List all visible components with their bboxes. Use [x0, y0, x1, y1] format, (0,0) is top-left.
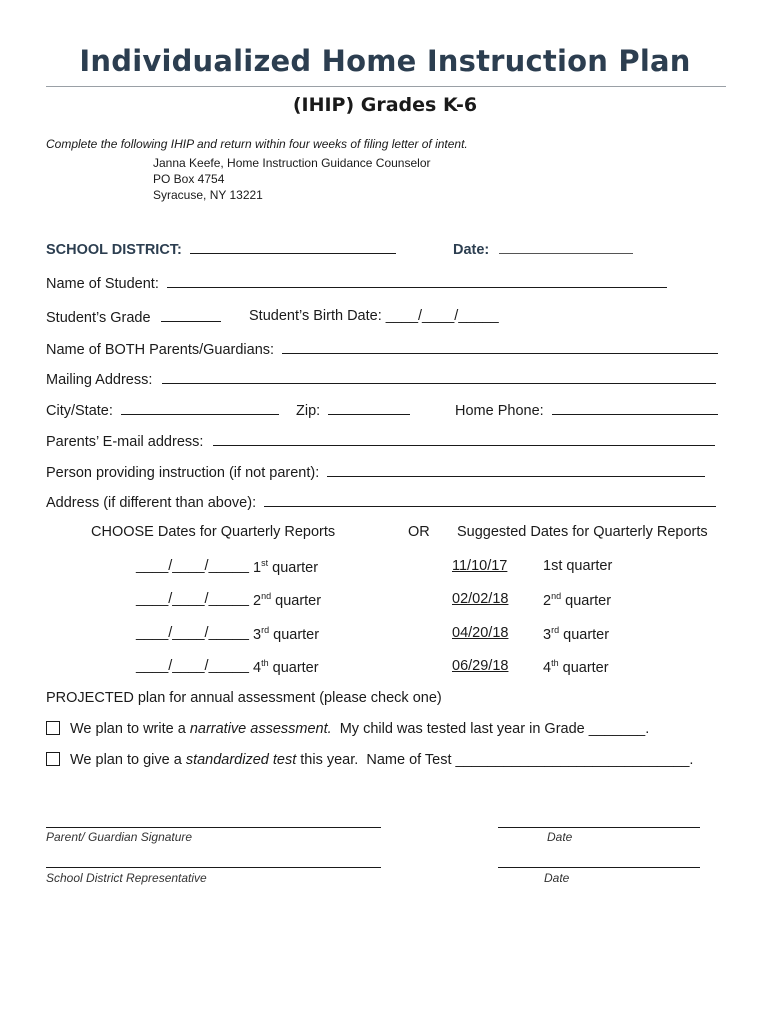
instructions-text: Complete the following IHIP and return within four weeks of filing letter of intent. [46, 137, 468, 151]
parent-signature-line[interactable] [46, 827, 381, 828]
address-line-3: Syracuse, NY 13221 [153, 188, 263, 202]
quarter-4-suffix: th [261, 658, 269, 668]
parent-signature-label: Parent/ Guardian Signature [46, 830, 193, 844]
date-row [453, 240, 633, 258]
or-label: OR [408, 524, 430, 540]
instructor-input[interactable] [327, 463, 705, 477]
city-state-input[interactable] [121, 401, 279, 415]
quarter-1-date-input[interactable]: ____/____/_____ [136, 558, 249, 574]
standardized-checkbox[interactable] [46, 752, 60, 766]
suggested-date-3: 04/20/18 [452, 625, 509, 641]
instructor-label: Person providing instruction (if not parent): [46, 465, 320, 481]
quarter-3-suffix: rd [261, 625, 270, 635]
quarter-1-label [253, 558, 318, 576]
date-signature-label-2: Date [544, 871, 570, 885]
suggested-date-4: 06/29/18 [452, 658, 509, 674]
narrative-text-post: My child was tested last year in Grade _______. [331, 721, 650, 737]
suggested-quarter-4 [543, 658, 609, 676]
home-phone-row [455, 401, 718, 419]
assessment-heading: PROJECTED plan for annual assessment (please check one) [46, 690, 442, 706]
birth-date-label: Student’s Birth Date: [249, 308, 382, 324]
standardized-text-post: this year. Name of Test _____________________________. [296, 752, 694, 768]
student-name-row [46, 274, 667, 292]
quarter-2-num: 2 [253, 592, 262, 609]
quarter-3-date-input[interactable]: ____/____/_____ [136, 625, 249, 641]
rep-signature-line[interactable] [46, 867, 381, 868]
standardized-text-pre: We plan to give a [70, 752, 186, 768]
form-title: Individualized Home Instruction Plan [79, 44, 691, 78]
suggested-dates-label: Suggested Dates for Quarterly Reports [457, 524, 708, 540]
choose-dates-label: CHOOSE Dates for Quarterly Reports [91, 524, 336, 540]
mailing-address-row [46, 370, 716, 388]
address-line-1: Janna Keefe, Home Instruction Guidance Counselor [153, 156, 431, 170]
assessment-option-narrative [46, 721, 649, 737]
quarter-2-date-input[interactable]: ____/____/_____ [136, 591, 249, 607]
form-subtitle: (IHIP) Grades K-6 [292, 94, 478, 116]
suggested-quarter-3 [543, 625, 609, 643]
email-row [46, 432, 715, 450]
student-name-input[interactable] [167, 274, 667, 288]
home-phone-label: Home Phone: [455, 403, 544, 419]
parents-label: Name of BOTH Parents/Guardians: [46, 342, 275, 358]
quarter-2-word: quarter [275, 592, 322, 609]
parents-input[interactable] [282, 340, 718, 354]
instructor-row [46, 463, 705, 481]
school-district-row [46, 240, 396, 258]
city-state-row [46, 401, 279, 419]
email-label: Parents’ E-mail address: [46, 434, 204, 450]
narrative-checkbox[interactable] [46, 721, 60, 735]
quarter-4-word: quarter [272, 659, 319, 676]
school-district-input[interactable] [190, 240, 396, 254]
suggested-quarter-1: 1st quarter [543, 558, 613, 574]
alt-address-input[interactable] [264, 493, 716, 507]
school-district-label: SCHOOL DISTRICT: [46, 242, 182, 258]
zip-input[interactable] [328, 401, 410, 415]
zip-row [296, 401, 410, 419]
suggested-date-1: 11/10/17 [452, 558, 508, 574]
suggested-quarter-4-word: quarter [562, 659, 609, 676]
grade-label: Student’s Grade [46, 310, 151, 326]
suggested-quarter-2-num: 2 [543, 592, 552, 609]
date-signature-line-1[interactable] [498, 827, 700, 828]
mailing-address-input[interactable] [162, 370, 716, 384]
date-input[interactable] [499, 240, 633, 254]
date-label: Date: [453, 242, 490, 258]
date-signature-label-1: Date [547, 830, 573, 844]
narrative-text-pre: We plan to write a [70, 721, 190, 737]
assessment-option-standardized [46, 752, 693, 768]
narrative-text-em: narrative assessment. [189, 721, 332, 737]
quarter-3-word: quarter [273, 626, 320, 643]
quarter-2-label [253, 591, 321, 609]
suggested-quarter-3-num: 3 [543, 626, 552, 643]
suggested-quarter-3-suffix: rd [551, 625, 560, 635]
standardized-text-em: standardized test [185, 752, 297, 768]
city-state-label: City/State: [46, 403, 113, 419]
suggested-quarter-2-suffix: nd [551, 591, 562, 601]
birth-date-row [249, 308, 499, 324]
alt-address-label: Address (if different than above): [46, 495, 257, 511]
rep-signature-label: School District Representative [46, 871, 207, 885]
date-signature-line-2[interactable] [498, 867, 700, 868]
email-input[interactable] [213, 432, 715, 446]
quarter-4-num: 4 [253, 659, 262, 676]
parents-row [46, 340, 718, 358]
student-name-label: Name of Student: [46, 276, 159, 292]
quarter-3-label [253, 625, 319, 643]
home-phone-input[interactable] [552, 401, 718, 415]
zip-label: Zip: [296, 403, 321, 419]
quarter-1-num: 1 [253, 559, 262, 576]
suggested-quarter-3-word: quarter [563, 626, 610, 643]
mailing-address-label: Mailing Address: [46, 372, 153, 388]
quarter-1-suffix: st [261, 558, 269, 568]
quarter-4-label [253, 658, 319, 676]
suggested-quarter-4-suffix: th [551, 658, 559, 668]
quarter-1-word: quarter [272, 559, 319, 576]
birth-date-input[interactable]: ____/____/_____ [385, 308, 499, 324]
quarter-3-num: 3 [253, 626, 262, 643]
address-line-2: PO Box 4754 [153, 172, 225, 186]
grade-input[interactable] [161, 308, 221, 322]
alt-address-row [46, 493, 716, 511]
grade-row [46, 308, 221, 326]
suggested-quarter-2 [543, 591, 611, 609]
suggested-quarter-4-num: 4 [543, 659, 552, 676]
suggested-quarter-2-word: quarter [565, 592, 612, 609]
quarter-4-date-input[interactable]: ____/____/_____ [136, 658, 249, 674]
title-divider [46, 86, 726, 87]
quarter-2-suffix: nd [261, 591, 272, 601]
suggested-date-2: 02/02/18 [452, 591, 509, 607]
